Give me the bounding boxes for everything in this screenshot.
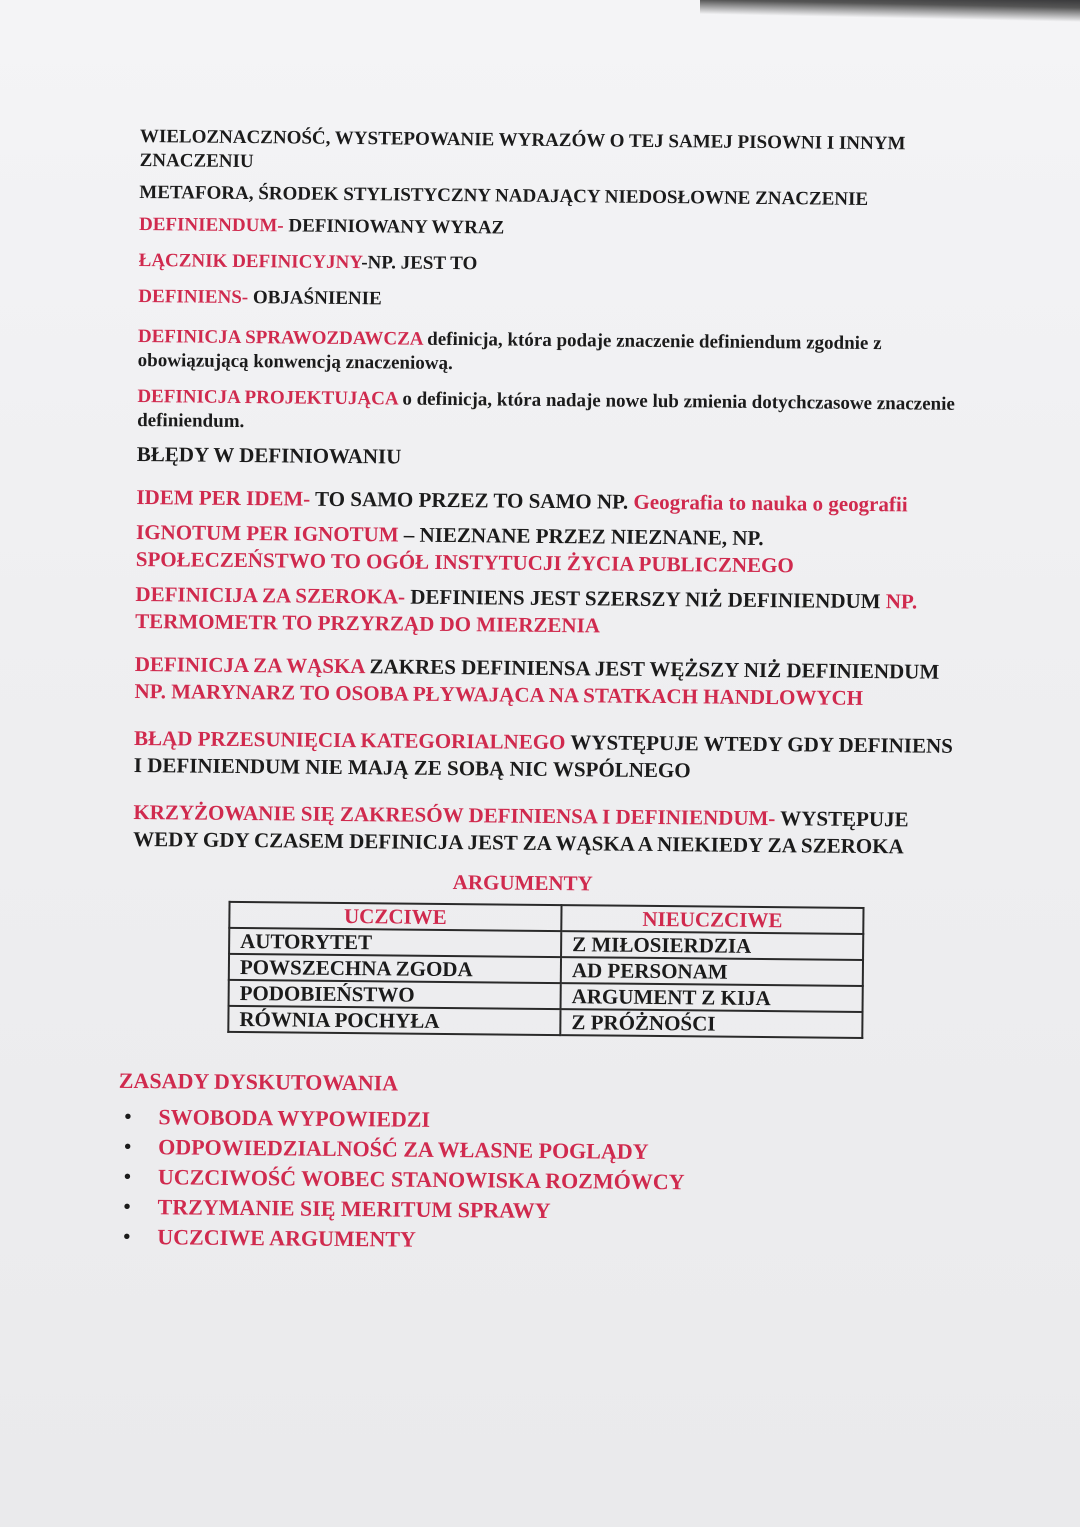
discussion-rules-title: ZASADY DYSKUTOWANIA <box>118 1067 399 1096</box>
line-too-narrow <box>134 651 954 713</box>
cell-unfair: AD PERSONAM <box>561 957 863 986</box>
column-header-fair: UCZCIWE <box>229 902 561 931</box>
line-connector <box>139 249 959 281</box>
list-item-label: SWOBODA WYPOWIEDZI <box>158 1104 431 1132</box>
term: KRZYŻOWANIE SIĘ ZAKRESÓW DEFINIENSA I DEFINIENDUM- <box>133 799 776 831</box>
term: DEFINIENDUM- <box>138 213 284 237</box>
term: IGNOTUM PER IGNOTUM <box>135 519 399 547</box>
term: DEFINICJA PROJEKTUJĄCA <box>137 385 398 410</box>
cell-fair: POWSZECHNA ZGODA <box>229 954 561 983</box>
term: IDEM PER IDEM- <box>136 484 311 511</box>
term-text: TO SAMO PRZEZ TO SAMO NP. <box>310 486 629 514</box>
bullet-icon: • <box>123 1165 132 1188</box>
list-item-label: TRZYMANIE SIĘ MERITUM SPRAWY <box>157 1194 551 1223</box>
cell-fair: PODOBIEŃSTWO <box>229 980 561 1009</box>
example: SPOŁECZEŃSTWO TO OGÓŁ INSTYTUCJI ŻYCIA PUBLICZNEGO <box>135 546 794 578</box>
term: DEFINIENS- <box>138 285 249 309</box>
cell-unfair: ARGUMENT Z KIJA <box>561 983 863 1012</box>
column-header-unfair: NIEUCZCIWE <box>561 905 863 934</box>
list-item-label: ODPOWIEDZIALNOŚĆ ZA WŁASNE POGLĄDY <box>158 1134 649 1164</box>
term-text: OBJAŚNIENIE <box>248 287 382 310</box>
cell-fair: AUTORYTET <box>229 928 561 957</box>
term-text: definicja, która podaje znaczenie definiendum zgodnie z obowiązującą konwencją znaczeniową. <box>137 328 882 375</box>
line-crossing-scopes <box>133 799 953 861</box>
list-item-label: UCZCIWOŚĆ WOBEC STANOWISKA ROZMÓWCY <box>157 1164 685 1195</box>
discussion-rules-list <box>109 1102 950 1260</box>
bullet-icon: • <box>123 1225 131 1248</box>
bullet-icon: • <box>123 1195 131 1218</box>
line-projecting-definition <box>137 385 957 441</box>
term-text: – NIEZNANE PRZEZ NIEZNANE, NP. <box>398 522 764 551</box>
example: NP. MARYNARZ TO OSOBA PŁYWAJĄCA NA STATKACH HANDLOWYCH <box>134 678 864 710</box>
bullet-icon: • <box>124 1135 132 1158</box>
term-text: WYSTĘPUJE WTEDY GDY DEFINIENS I DEFINIENDUM NIE MAJĄ ZE SOBĄ NIC WSPÓLNEGO <box>133 730 953 783</box>
term: BŁĄD PRZESUNIĘCIA KATEGORIALNEGO <box>134 725 566 755</box>
term-text: -NP. JEST TO <box>361 252 478 275</box>
example: Geografia to nauka o geografii <box>628 489 908 517</box>
list-item-label: UCZCIWE ARGUMENTY <box>157 1224 416 1252</box>
heading-definition-errors: BŁĘDY W DEFINIOWANIU <box>136 441 402 469</box>
cell-unfair: Z PRÓŻNOŚCI <box>560 1009 862 1038</box>
term: DEFINICIJA ZA SZEROKA- <box>135 581 406 609</box>
term-text: DEFINIENS JEST SZERSZY NIŻ DEFINIENDUM <box>404 584 881 614</box>
line-definiendum <box>139 213 959 245</box>
example: NP. TERMOMETR TO PRZYRZĄD DO MIERZENIA <box>135 589 918 638</box>
line-polysemy: WIELOZNACZNOŚĆ, WYSTEPOWANIE WYRAZÓW O TEJ SAMEJ PISOWNI I INNYM ZNACZENIU <box>139 125 906 173</box>
line-ignotum-per-ignotum <box>136 519 956 581</box>
line-idem-per-idem <box>136 484 956 519</box>
bullet-icon: • <box>124 1105 132 1128</box>
cell-unfair: Z MIŁOSIERDZIA <box>561 931 863 960</box>
term-text: ZAKRES DEFINIENSA JEST WĘŻSZY NIŻ DEFINIENDUM <box>364 654 940 684</box>
line-metaphor: METAFORA, ŚRODEK STYLISTYCZNY NADAJĄCY NIEDOSŁOWNE ZNACZENIE <box>139 181 869 210</box>
notes-content <box>118 125 960 1260</box>
term: DEFINICJA ZA WĄSKA <box>134 651 365 679</box>
term-text: WYSTĘPUJE WEDY GDY CZASEM DEFINICJA JEST ZA WĄSKA A NIEKIEDY ZA SZEROKA <box>133 806 909 859</box>
line-category-shift <box>134 725 954 787</box>
cell-fair: RÓWNIA POCHYŁA <box>228 1006 560 1035</box>
table-row <box>228 1006 862 1038</box>
term-text: DEFINIOWANY WYRAZ <box>283 215 505 239</box>
line-definiens <box>138 285 958 317</box>
arguments-table <box>227 901 864 1039</box>
line-too-broad <box>135 581 955 643</box>
term-text: o definicja, która nadaje nowe lub zmienia dotychczasowe znaczenie definiendum. <box>137 388 955 433</box>
term: DEFINICJA SPRAWOZDAWCZA <box>137 325 423 350</box>
page-edge-shadow <box>700 0 1080 22</box>
term: ŁĄCZNIK DEFINICYJNY <box>138 249 362 274</box>
arguments-title: ARGUMENTY <box>452 870 593 896</box>
line-reporting-definition <box>138 325 958 381</box>
